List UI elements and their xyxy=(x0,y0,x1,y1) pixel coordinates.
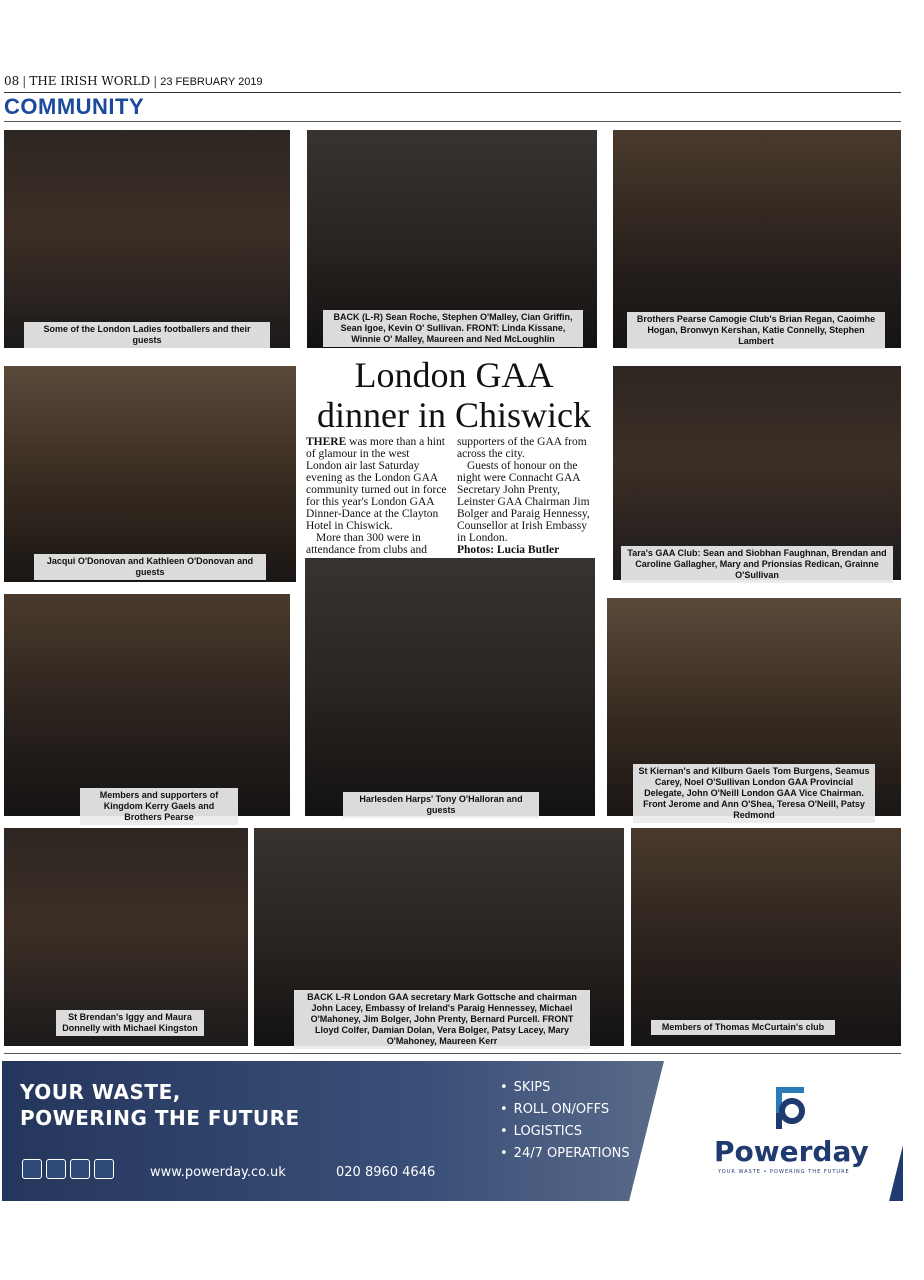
ad-brand-name: Powerday xyxy=(714,1135,869,1168)
certification-badge-icon xyxy=(70,1159,90,1179)
photo-caption: Some of the London Ladies footballers and their guests xyxy=(24,322,270,348)
photo-caption: Members and supporters of Kingdom Kerry Gaels and Brothers Pearse xyxy=(80,788,238,825)
ad-service: • SKIPS xyxy=(500,1077,630,1099)
photo-caption: Brothers Pearse Camogie Club's Brian Regan, Caoimhe Hogan, Bronwyn Kershan, Katie Connelly, Stephen Lambert xyxy=(627,312,885,349)
article-body xyxy=(306,436,598,556)
photo-taras-gaa xyxy=(613,366,901,580)
page-header: 08 | THE IRISH WORLD | 23 FEBRUARY 2019 xyxy=(4,74,263,88)
ad-website[interactable]: www.powerday.co.uk xyxy=(150,1165,286,1180)
photo-kingdom-kerry-gaels xyxy=(4,594,290,822)
lead-word: THERE xyxy=(306,436,347,448)
photo-harlesden-harps xyxy=(305,558,595,816)
photo-caption: Tara's GAA Club: Sean and Siobhan Faughnan, Brendan and Caroline Gallagher, Mary and Prionsias Redican, Grainne O'Sullivan xyxy=(621,546,893,583)
issue-date: 23 FEBRUARY 2019 xyxy=(160,76,263,88)
ad-services-list xyxy=(500,1077,630,1165)
footer-rule xyxy=(4,1053,901,1054)
certification-badge-icon xyxy=(46,1159,66,1179)
article-paragraph: More than 300 were in attendance from clubs and supporters of the GAA from across the city. xyxy=(306,436,587,556)
ad-service: • LOGISTICS xyxy=(500,1121,630,1143)
photo-caption: Members of Thomas McCurtain's club xyxy=(651,1020,835,1035)
photo-st-kiernans xyxy=(607,598,901,820)
certification-badge-icon xyxy=(22,1159,42,1179)
photo-credit: Photos: Lucia Butler xyxy=(457,544,560,556)
ad-headline: YOUR WASTE, POWERING THE FUTURE xyxy=(20,1080,300,1130)
photo-caption: St Kiernan's and Kilburn Gaels Tom Burgens, Seamus Carey, Noel O'Sullivan London GAA Provincial Delegate, John O'Neill London GAA Vice Chairman. Front Jerome and Ann O'Shea, Teresa O'Neill, Patsy Redmond xyxy=(633,764,875,823)
photo-caption: BACK (L-R) Sean Roche, Stephen O'Malley, Cian Griffin, Sean Igoe, Kevin O' Sullivan. FRONT: Linda Kissane, Winnie O' Malley, Maureen and Ned McLoughlin xyxy=(323,310,583,347)
photo-brothers-pearse-camogie xyxy=(613,130,901,348)
paper-name: THE IRISH WORLD xyxy=(29,74,151,88)
photo-london-gaa-officials xyxy=(254,828,624,1046)
ad-logo-panel xyxy=(629,1061,924,1201)
photo-odonovan xyxy=(4,366,296,582)
powerday-advert[interactable] xyxy=(2,1061,903,1201)
ad-phone[interactable]: 020 8960 4646 xyxy=(336,1165,436,1180)
photo-ladies-footballers xyxy=(4,130,290,348)
article-headline xyxy=(304,355,604,435)
photo-thomas-mccurtains xyxy=(631,828,901,1046)
photo-caption: St Brendan's Iggy and Maura Donnelly with Michael Kingston xyxy=(56,1010,204,1036)
photo-caption: Harlesden Harps' Tony O'Halloran and guests xyxy=(343,792,539,818)
photo-caption: BACK L-R London GAA secretary Mark Gottsche and chairman John Lacey, Embassy of Ireland's Paraig Hennessey, Michael O'Mahoney, Jim Bolger, John Prenty, Bernard Purcell. FRONT Lloyd Colfer, Damian Dolan, Vera Bolger, Patsy Lacey, Mary O'Mahoney, Maureen Kerr xyxy=(294,990,590,1049)
headline-line: dinner in Chiswick xyxy=(317,395,591,435)
section-title: COMMUNITY xyxy=(4,94,145,119)
ad-service: • 24/7 OPERATIONS xyxy=(500,1143,630,1165)
ad-tagline: YOUR WASTE • POWERING THE FUTURE xyxy=(718,1169,850,1175)
certification-badge-icon xyxy=(94,1159,114,1179)
powerday-logo-icon xyxy=(770,1083,810,1131)
page-number: 08 xyxy=(4,74,20,88)
headline-line: London GAA xyxy=(354,355,554,395)
ad-service: • ROLL ON/OFFS xyxy=(500,1099,630,1121)
article-paragraph: THERE was more than a hint of glamour in the west London air last Saturday evening as the London GAA community turned out in force for this year's London GAA Dinner-Dance at the Clayton Hotel in Chiswick. xyxy=(306,436,447,532)
section-rule xyxy=(4,121,901,122)
certification-badges xyxy=(22,1157,122,1181)
photo-st-brendans xyxy=(4,828,248,1046)
header-rule xyxy=(4,92,901,93)
article-paragraph: Guests of honour on the night were Connacht GAA Secretary John Prenty, Leinster GAA Chairman Jim Bolger and Paraig Hennessy, Counsellor at Irish Embassy in London. xyxy=(457,460,590,544)
photo-back-row-group xyxy=(307,130,597,348)
photo-caption: Jacqui O'Donovan and Kathleen O'Donovan and guests xyxy=(34,554,266,580)
